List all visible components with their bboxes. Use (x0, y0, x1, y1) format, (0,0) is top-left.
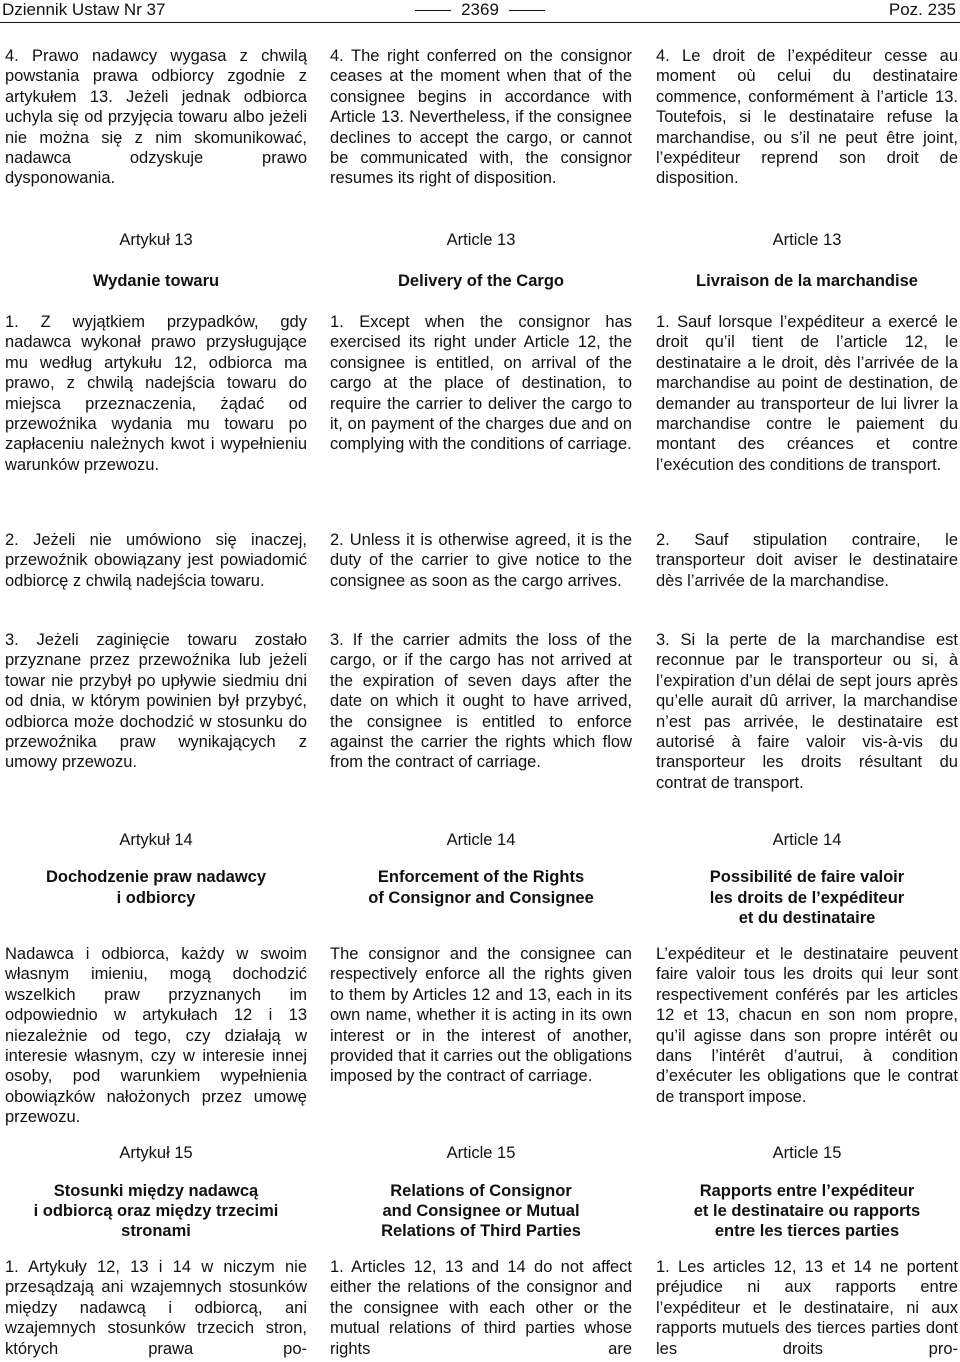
en-article14-label: Article 14 (446, 831, 516, 849)
pl-article13-label: Artykuł 13 (119, 231, 193, 249)
en-article14-title-line1: Enforcement of the Rights (377, 868, 585, 886)
page-number-text: 2369 (461, 0, 499, 19)
fr-article13-label: Article 13 (772, 231, 842, 249)
pl-article13-title: Wydanie towaru (92, 272, 220, 290)
position-number: Poz. 235 (888, 0, 956, 19)
pl-article14-title-line1: Dochodzenie praw nadawcy (45, 868, 267, 886)
en-article15-title-line2: and Consignee or Mutual (382, 1202, 580, 1220)
fr-article14-para: L’expéditeur et le destinataire peuvent faire valoir tous les droits qui leur sont respectivement conférés par les articles 12 et 13, chacun en son nom propre, qu’il agisse dans son propre intérêt ou dans l’intérêt d’autrui, à condition d’exécuter les obligations que le contrat de transport impose. (656, 945, 958, 1106)
pl-article14-label: Artykuł 14 (119, 831, 193, 849)
pl-article14-title-line2: i odbiorcy (116, 889, 196, 907)
fr-article13-para2: 2. Sauf stipulation contraire, le transporteur doit aviser le destinataire dès l’arrivée de la marchandise. (656, 531, 958, 590)
pl-article15-title-line2: i odbiorcą oraz między trzecimi (33, 1202, 279, 1220)
en-article15-para1: 1. Articles 12, 13 and 14 do not affect either the relations of the consignor and the consignee with each other or the mutual relations of third parties whose rights are (330, 1258, 632, 1358)
en-article13-para1: 1. Except when the consignor has exercised its right under Article 12, the consignee is entitled, on arrival of the cargo at the place of destination, to require the carrier to deliver the cargo to it, on payment of the charges due and on complying with the conditions of carriage. (330, 313, 632, 454)
fr-article13-para1: 1. Sauf lorsque l’expéditeur a exercé le droit qu’il tient de l’article 12, le destinataire a le droit, dès l’arrivée de la marchandise au point de destination, de demander au transporteur de lui livrer la marchandise contre le paiement du montant des créances et contre l’exécution des conditions de transport. (656, 313, 958, 474)
pl-article15-title-line3: stronami (121, 1222, 191, 1240)
fr-article13-para3: 3. Si la perte de la marchandise est reconnue par le transporteur ou si, à l’expiration d’un délai de sept jours après qu’elle aurait dû arriver, la marchandise n’est pas arrivée, le destinataire est autorisé à faire valoir vis-à-vis du transporteur les droits résultant du contrat de transport. (656, 631, 958, 792)
en-article13-para3: 3. If the carrier admits the loss of the cargo, or if the cargo has not arrived at the expiration of seven days after the date on which it ought to have arrived, the consignee is entitled to enforce against the carrier the rights which flow from the contract of carriage. (330, 631, 632, 772)
fr-article14-title-line2: les droits de l’expéditeur (709, 889, 905, 907)
en-article13-label: Article 13 (446, 231, 516, 249)
en-article13-para2: 2. Unless it is otherwise agreed, it is the duty of the carrier to give notice to the consignee as soon as the cargo arrives. (330, 531, 632, 590)
fr-article13-title: Livraison de la marchandise (696, 272, 918, 290)
en-article14-title-line2: of Consignor and Consignee (368, 889, 594, 907)
en-article15-title-line1: Relations of Consignor (390, 1182, 572, 1200)
en-article12-para4: 4. The right conferred on the consignor ceases at the moment when that of the consignee begins in accordance with Article 13. Nevertheless, if the consignee declines to accept the cargo, or cannot be communicated with, the consignor resumes its right of disposition. (330, 47, 632, 188)
pl-article13-para2: 2. Jeżeli nie umówiono się inaczej, przewoźnik obowiązany jest powiadomić odbiorcę z chwilą nadejścia towaru. (5, 531, 307, 590)
pl-article13-para3: 3. Jeżeli zaginięcie towaru zostało przyznane przez przewoźnika lub jeżeli towar nie przybył po upływie siedmiu dni od dnia, w którym powinien był przybyć, odbiorca może dochodzić w stosunku do przewoźnika praw wynikających z umowy przewozu. (5, 631, 307, 772)
fr-article14-title-line1: Possibilité de faire valoir (709, 868, 905, 886)
pl-article13-para1: 1. Z wyjątkiem przypadków, gdy nadawca wykonał prawo przysługujące mu według artykułu 12, odbiorca ma prawo, z chwilą nadejścia towaru do miejsca przeznaczenia, żądać od przewoźnika wydania mu towaru po zapłaceniu należnych kwot i wypełnieniu warunków przewozu. (5, 313, 307, 474)
fr-article15-title-line2: et le destinataire ou rapports (693, 1202, 921, 1220)
pl-article12-para4: 4. Prawo nadawcy wygasa z chwilą powstania prawa odbiorcy zgodnie z artykułem 13. Jeżeli jednak odbiorca uchyla się od przyjęcia towaru albo jeżeli nie można się z nim skomunikować, nadawca odzyskuje prawo dysponowania. (5, 47, 307, 188)
en-article15-title-line3: Relations of Third Parties (381, 1222, 581, 1240)
pl-article15-para1: 1. Artykuły 12, 13 i 14 w niczym nie przesądzają ani wzajemnych stosunków między nadawcą i odbiorcą, ani wzajemnych stosunków trzecich stron, których prawa po- (5, 1258, 307, 1358)
pl-article14-para: Nadawca i odbiorca, każdy w swoim własnym imieniu, mogą dochodzić wszelkich praw przyznanych im odpowiednio w artykułach 12 i 13 niezależnie od tego, czy działają w interesie własnym, czy w interesie innej osoby, pod warunkiem wypełnienia obowiązków nałożonych przez umowę przewozu. (5, 945, 307, 1127)
journal-title: Dziennik Ustaw Nr 37 (2, 0, 166, 19)
fr-article15-title-line3: entre les tierces parties (714, 1222, 900, 1240)
page-number (0, 0, 960, 20)
en-article13-title: Delivery of the Cargo (398, 272, 564, 290)
fr-article15-title-line1: Rapports entre l’expéditeur (699, 1182, 915, 1200)
pl-article15-label: Artykuł 15 (119, 1144, 193, 1162)
fr-article15-label: Article 15 (772, 1144, 842, 1162)
fr-article14-label: Article 14 (772, 831, 842, 849)
fr-article12-para4: 4. Le droit de l’expéditeur cesse au moment où celui du destinataire commence, conformément à l’article 13. Toutefois, si le destinataire refuse la marchandise, ou s’il ne peut être joint, l’expéditeur reprend son droit de disposition. (656, 47, 958, 188)
en-article15-label: Article 15 (446, 1144, 516, 1162)
dash-left (415, 10, 451, 11)
dash-right (509, 10, 545, 11)
fr-article14-title-line3: et du destinataire (738, 909, 876, 927)
fr-article15-para1: 1. Les articles 12, 13 et 14 ne portent préjudice ni aux rapports entre l’expéditeur et le destinataire, ni aux rapports mutuels des tierces parties dont les droits pro- (656, 1258, 958, 1358)
page-header (0, 0, 960, 24)
en-article14-para: The consignor and the consignee can respectively enforce all the rights given to them by Articles 12 and 13, each in its own name, whether it is acting in its own interest or in the interest of another, provided that it carries out the obligations imposed by the contract of carriage. (330, 945, 632, 1086)
pl-article15-title-line1: Stosunki między nadawcą (53, 1182, 259, 1200)
header-rule (0, 22, 960, 23)
